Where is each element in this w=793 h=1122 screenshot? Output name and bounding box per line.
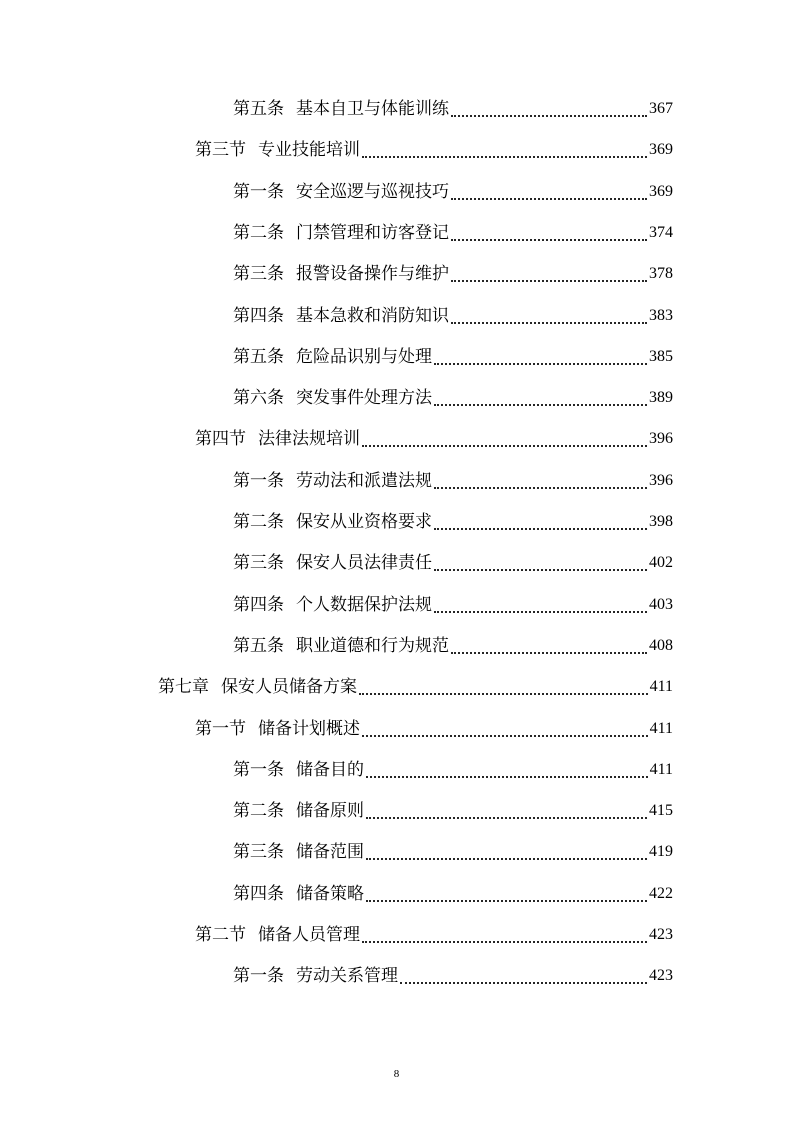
toc-entry-number: 第三条 — [233, 842, 284, 862]
page-number: 8 — [393, 1068, 400, 1080]
toc-entry-number: 第五条 — [233, 347, 284, 367]
toc-entry-page: 402 — [649, 554, 673, 571]
toc-entry[interactable] — [233, 172, 673, 212]
toc-dot-leader — [434, 610, 647, 613]
toc-entry[interactable] — [195, 915, 673, 955]
toc-entry-page: 411 — [649, 720, 673, 737]
toc-entry[interactable] — [233, 750, 673, 790]
toc-dot-leader — [434, 568, 647, 571]
toc-entry[interactable] — [233, 626, 673, 666]
toc-entry-title: 基本急救和消防知识 — [296, 306, 449, 326]
toc-entry-title: 劳动法和派遣法规 — [296, 471, 432, 491]
toc-entry-number: 第二节 — [195, 925, 246, 945]
toc-entry-number: 第一条 — [233, 966, 284, 986]
toc-dot-leader — [362, 444, 647, 447]
toc-entry-page: 411 — [649, 761, 673, 778]
toc-dot-leader — [362, 940, 647, 943]
toc-entry[interactable] — [233, 337, 673, 377]
toc-entry-page: 389 — [649, 389, 673, 406]
toc-dot-leader — [366, 775, 648, 778]
toc-entry-title: 保安人员储备方案 — [221, 677, 357, 697]
toc-entry-number: 第五条 — [233, 636, 284, 656]
toc-entry-title: 安全巡逻与巡视技巧 — [296, 182, 449, 202]
toc-entry-page: 374 — [649, 224, 673, 241]
toc-entry[interactable] — [233, 378, 673, 418]
toc-entry-title: 储备人员管理 — [258, 925, 360, 945]
toc-entry-title: 个人数据保护法规 — [296, 595, 432, 615]
toc-entry-number: 第三节 — [195, 140, 246, 160]
toc-entry-page: 369 — [649, 183, 673, 200]
toc-entry-page: 398 — [649, 513, 673, 530]
toc-dot-leader — [451, 651, 647, 654]
toc-entry-page: 396 — [649, 430, 673, 447]
toc-entry-number: 第一节 — [195, 719, 246, 739]
toc-entry-title: 保安从业资格要求 — [296, 512, 432, 532]
toc-entry-page: 383 — [649, 307, 673, 324]
toc-entry-number: 第四节 — [195, 429, 246, 449]
toc-entry-number: 第三条 — [233, 264, 284, 284]
toc-entry-number: 第一条 — [233, 471, 284, 491]
toc-entry-page: 403 — [649, 596, 673, 613]
toc-entry-title: 门禁管理和访客登记 — [296, 223, 449, 243]
toc-entry[interactable] — [195, 709, 673, 749]
toc-entry-number: 第二条 — [233, 223, 284, 243]
toc-entry-title: 法律法规培训 — [258, 429, 360, 449]
toc-entry-number: 第一条 — [233, 760, 284, 780]
toc-entry[interactable] — [195, 419, 673, 459]
toc-entry-title: 危险品识别与处理 — [296, 347, 432, 367]
toc-dot-leader — [451, 197, 647, 200]
toc-entry-page: 423 — [649, 967, 673, 984]
toc-entry[interactable] — [233, 791, 673, 831]
toc-entry-number: 第七章 — [158, 677, 209, 697]
toc-entry-title: 职业道德和行为规范 — [296, 636, 449, 656]
toc-entry[interactable] — [233, 956, 673, 996]
toc-entry-title: 储备计划概述 — [258, 719, 360, 739]
toc-dot-leader — [451, 279, 647, 282]
toc-entry-page: 415 — [649, 802, 673, 819]
toc-entry[interactable] — [233, 254, 673, 294]
toc-entry-page: 396 — [649, 472, 673, 489]
toc-dot-leader — [362, 734, 648, 737]
toc-entry-page: 367 — [649, 100, 673, 117]
toc-entry-number: 第五条 — [233, 99, 284, 119]
toc-entry[interactable] — [233, 461, 673, 501]
toc-entry-title: 保安人员法律责任 — [296, 553, 432, 573]
toc-entry-page: 369 — [649, 141, 673, 158]
toc-entry[interactable] — [233, 296, 673, 336]
toc-entry-title: 报警设备操作与维护 — [296, 264, 449, 284]
toc-entry-page: 411 — [649, 678, 673, 695]
toc-entry-page: 408 — [649, 637, 673, 654]
toc-entry[interactable] — [233, 585, 673, 625]
toc-dot-leader — [451, 238, 647, 241]
toc-entry-number: 第二条 — [233, 801, 284, 821]
toc-entry[interactable] — [233, 543, 673, 583]
toc-dot-leader — [366, 899, 647, 902]
toc-entry-page: 422 — [649, 885, 673, 902]
toc-entry-number: 第三条 — [233, 553, 284, 573]
toc-dot-leader — [366, 857, 647, 860]
toc-entry-title: 储备原则 — [296, 801, 364, 821]
toc-entry-number: 第四条 — [233, 595, 284, 615]
toc-entry[interactable] — [233, 832, 673, 872]
toc-entry-page: 378 — [649, 265, 673, 282]
toc-entry-title: 储备策略 — [296, 884, 364, 904]
toc-entry-number: 第一条 — [233, 182, 284, 202]
toc-entry[interactable] — [233, 874, 673, 914]
toc-dot-leader — [434, 403, 647, 406]
toc-dot-leader — [434, 486, 647, 489]
toc-entry[interactable] — [158, 667, 673, 707]
toc-entry-title: 基本自卫与体能训练 — [296, 99, 449, 119]
toc-dot-leader — [359, 692, 648, 695]
toc-entry-page: 419 — [649, 843, 673, 860]
toc-entry-page: 423 — [649, 926, 673, 943]
toc-dot-leader — [400, 981, 647, 984]
toc-entry-title: 储备范围 — [296, 842, 364, 862]
toc-entry[interactable] — [233, 502, 673, 542]
toc-entry[interactable] — [195, 130, 673, 170]
toc-dot-leader — [451, 321, 647, 324]
toc-dot-leader — [451, 114, 647, 117]
toc-dot-leader — [366, 816, 647, 819]
toc-dot-leader — [434, 527, 647, 530]
toc-dot-leader — [434, 362, 647, 365]
toc-entry-title: 突发事件处理方法 — [296, 388, 432, 408]
toc-entry[interactable] — [233, 89, 673, 129]
toc-entry-number: 第六条 — [233, 388, 284, 408]
toc-entry-number: 第二条 — [233, 512, 284, 532]
toc-entry-title: 劳动关系管理 — [296, 966, 398, 986]
toc-dot-leader — [362, 155, 647, 158]
toc-entry-number: 第四条 — [233, 306, 284, 326]
toc-entry[interactable] — [233, 213, 673, 253]
toc-entry-number: 第四条 — [233, 884, 284, 904]
toc-entry-title: 储备目的 — [296, 760, 364, 780]
toc-entry-title: 专业技能培训 — [258, 140, 360, 160]
toc-entry-page: 385 — [649, 348, 673, 365]
